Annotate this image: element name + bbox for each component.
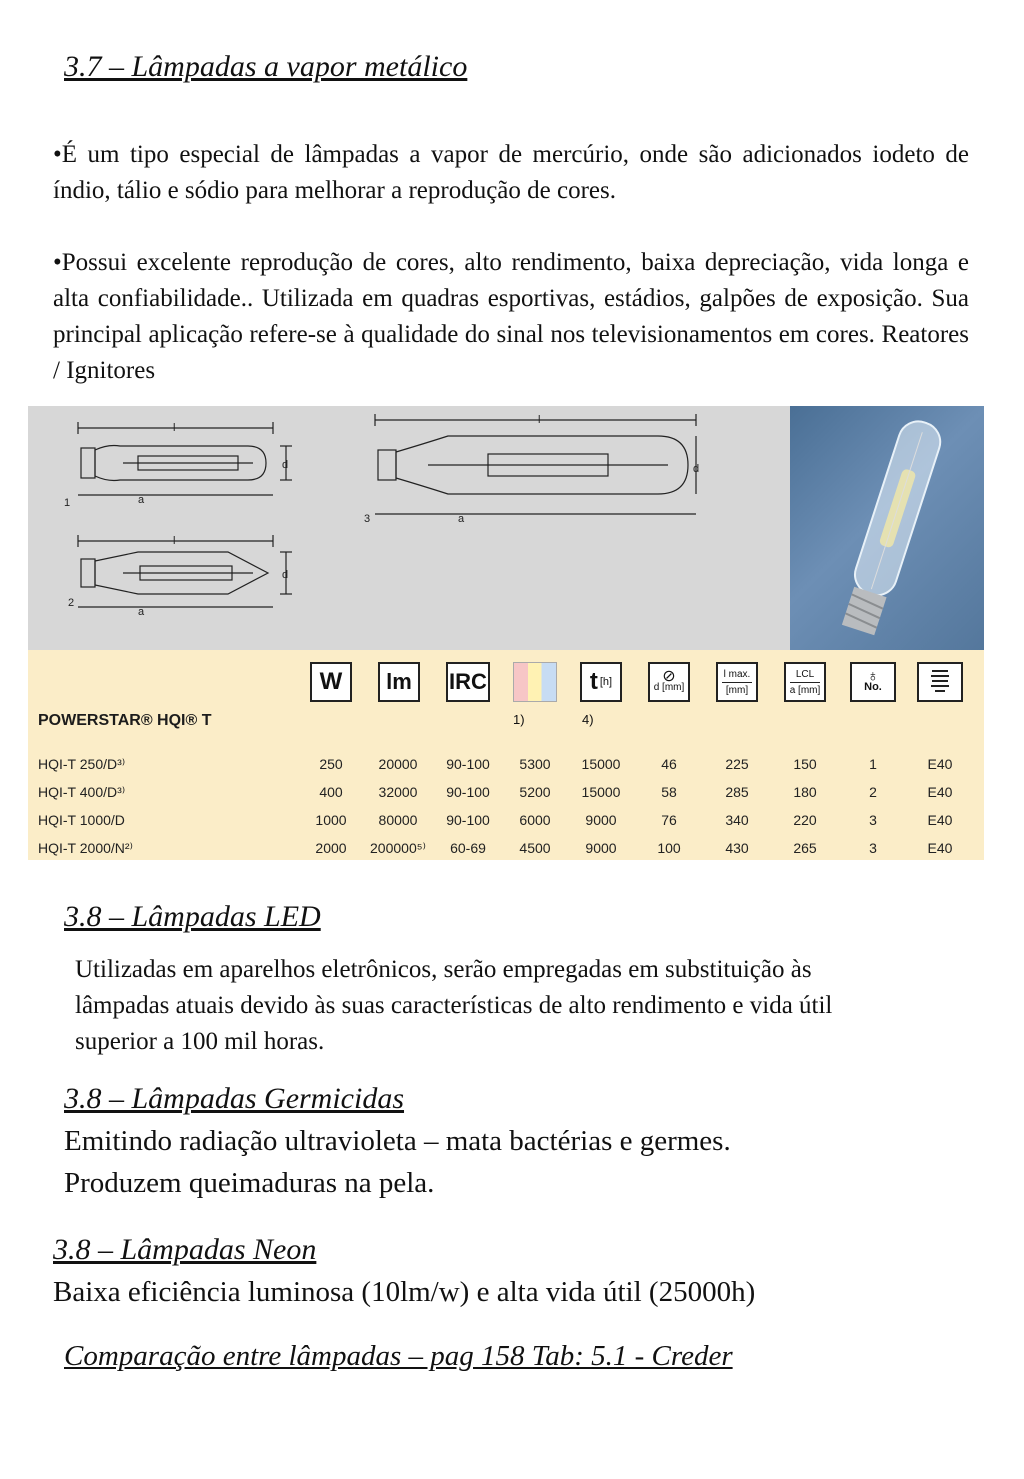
section-neon-heading: 3.8 – Lâmpadas Neon — [53, 1233, 317, 1266]
drawing-number-label: No. — [864, 681, 882, 693]
lamp-drawing-3 — [375, 414, 696, 514]
section-germicidas-line-2: Produzem queimaduras na pela. — [64, 1167, 435, 1199]
dim-d-1: d — [282, 459, 289, 471]
cell-watt: 2000 — [315, 840, 347, 856]
dim-d-3: d — [693, 463, 700, 475]
dim-l-1: l — [173, 422, 176, 434]
lifetime-header — [580, 662, 622, 702]
section-37-heading: 3.7 – Lâmpadas a vapor metálico — [64, 50, 468, 83]
lamp-diagrams — [28, 406, 790, 650]
length-max-unit: [mm] — [725, 684, 749, 696]
cell-kelvin: 5200 — [519, 784, 551, 800]
cell-lifetime: 9000 — [585, 840, 617, 856]
lamp-number-3: 3 — [364, 513, 371, 525]
dim-l-2: l — [173, 535, 176, 547]
lamp-number-2: 2 — [68, 597, 75, 609]
cell-length-max: 340 — [725, 812, 749, 828]
cell-model: HQI-T 1000/D — [38, 812, 125, 828]
color-temperature-icon — [513, 662, 557, 702]
lcl-header — [784, 662, 826, 702]
length-max-arrow-icon — [722, 682, 752, 683]
lcl-arrow-icon — [790, 682, 820, 683]
table-row — [28, 834, 984, 862]
cell-lifetime: 15000 — [581, 784, 621, 800]
section-led-text: Utilizadas em aparelhos eletrônicos, serão empregadas em substituição às lâmpadas atuais devido às suas características de alto rendimento e vida útil superior a 100 mil horas. — [75, 956, 833, 1055]
cell-base: E40 — [927, 812, 953, 828]
lamp-base-icon — [917, 662, 963, 702]
cell-lumen: 20000 — [378, 756, 418, 772]
cell-diameter: 100 — [657, 840, 681, 856]
section-germicidas-heading: 3.8 – Lâmpadas Germicidas — [64, 1082, 405, 1115]
cell-watt: 1000 — [315, 812, 347, 828]
cell-drawing-number: 3 — [869, 840, 877, 856]
lamp-number-1: 1 — [64, 497, 71, 509]
cell-drawing-number: 2 — [869, 784, 877, 800]
cell-watt: 400 — [319, 784, 343, 800]
section-37-bullet-2: •Possui excelente reprodução de cores, alto rendimento, baixa depreciação, vida longa e alta confiabilidade.. Utilizada em quadras esportivas, estádios, galpões de exposição. Sua principal aplicação refere-se à qualidade do sinal nos televisionamentos em cores. Reatores / Ignitores — [53, 249, 969, 384]
section-37-bullet-1: •É um tipo especial de lâmpadas a vapor de mercúrio, onde são adicionados iodeto de índio, tálio e sódio para melhorar a reprodução de cores. — [53, 141, 969, 204]
cell-lifetime: 15000 — [581, 756, 621, 772]
cell-length-max: 225 — [725, 756, 749, 772]
cell-length-max: 430 — [725, 840, 749, 856]
section-neon-text: Baixa eficiência luminosa (10lm/w) e alta vida útil (25000h) — [53, 1276, 756, 1308]
lamp-figure — [28, 406, 984, 860]
cell-drawing-number: 3 — [869, 812, 877, 828]
specs-table — [28, 650, 984, 860]
cell-diameter: 58 — [661, 784, 677, 800]
diameter-unit: d [mm] — [653, 682, 685, 693]
table-row — [28, 778, 984, 806]
length-max-header — [716, 662, 758, 702]
cell-model: HQI-T 2000/N²⁾ — [38, 840, 133, 856]
lumen-header: lm — [378, 662, 420, 702]
cell-lcl: 220 — [793, 812, 817, 828]
comparison-reference-link[interactable]: Comparação entre lâmpadas – pag 158 Tab: 5.1 - Creder — [64, 1340, 733, 1372]
dim-l-3: l — [538, 414, 541, 426]
lamp-bulb-icon: ♁ — [867, 668, 879, 685]
drawing-number-header — [850, 662, 896, 702]
lcl-unit: a [mm] — [789, 684, 821, 696]
lamp-dimension-drawings — [28, 406, 790, 650]
dim-a-1: a — [138, 494, 145, 506]
irc-header: IRC — [446, 662, 490, 702]
section-led-heading: 3.8 – Lâmpadas LED — [64, 900, 321, 933]
cell-model: HQI-T 400/D³⁾ — [38, 784, 126, 800]
cell-kelvin: 5300 — [519, 756, 551, 772]
cell-irc: 90-100 — [446, 756, 490, 772]
table-row — [28, 750, 984, 778]
cell-diameter: 76 — [661, 812, 677, 828]
cell-base: E40 — [927, 756, 953, 772]
footnote-lifetime: 4) — [582, 712, 594, 727]
dim-a-3: a — [458, 513, 465, 525]
screw-base-icon — [927, 668, 953, 696]
cell-model: HQI-T 250/D³⁾ — [38, 756, 126, 772]
cell-kelvin: 6000 — [519, 812, 551, 828]
cell-base: E40 — [927, 784, 953, 800]
cell-lcl: 150 — [793, 756, 817, 772]
lamp-photo-illustration — [790, 406, 984, 650]
lamp-drawing-2 — [78, 535, 292, 607]
dim-a-2: a — [138, 606, 145, 618]
cell-irc: 60-69 — [450, 840, 486, 856]
footnote-color: 1) — [513, 712, 525, 727]
watt-header: W — [310, 662, 352, 702]
lifetime-unit: [h] — [599, 676, 613, 688]
cell-lcl: 265 — [793, 840, 817, 856]
cell-lumen: 80000 — [378, 812, 418, 828]
cell-lumen: 200000⁵⁾ — [370, 840, 426, 856]
cell-watt: 250 — [319, 756, 343, 772]
cell-irc: 90-100 — [446, 784, 490, 800]
table-row — [28, 806, 984, 834]
cell-base: E40 — [927, 840, 953, 856]
cell-lumen: 32000 — [378, 784, 418, 800]
lifetime-symbol: t — [589, 668, 598, 695]
diameter-header — [648, 662, 690, 702]
cell-diameter: 46 — [661, 756, 677, 772]
diameter-icon: ⊘ — [662, 668, 676, 685]
dim-d-2: d — [282, 569, 289, 581]
cell-drawing-number: 1 — [869, 756, 877, 772]
lamp-drawing-1 — [78, 422, 292, 495]
cell-lifetime: 9000 — [585, 812, 617, 828]
cell-irc: 90-100 — [446, 812, 490, 828]
length-max-label: l max. — [723, 668, 751, 680]
section-germicidas-line-1: Emitindo radiação ultravioleta – mata bactérias e germes. — [64, 1125, 731, 1157]
lcl-label: LCL — [795, 668, 815, 680]
table-title: POWERSTAR® HQI® T — [38, 712, 212, 729]
cell-lcl: 180 — [793, 784, 817, 800]
cell-length-max: 285 — [725, 784, 749, 800]
lamp-photo — [790, 406, 984, 650]
cell-kelvin: 4500 — [519, 840, 551, 856]
